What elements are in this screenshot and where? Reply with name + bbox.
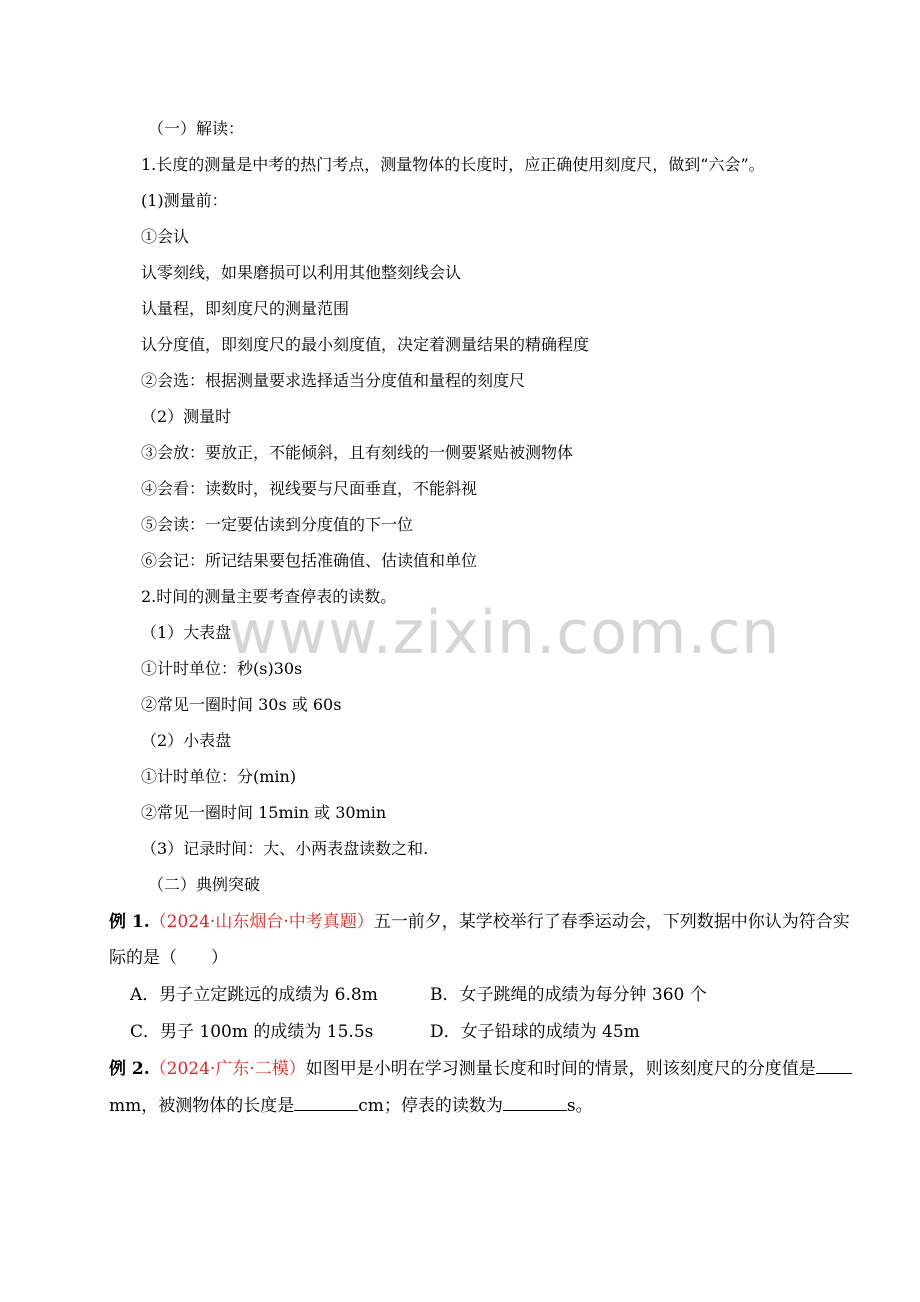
answer-blank-division[interactable] [816, 1057, 852, 1074]
watermark: www.zixin.com.cn [228, 598, 781, 668]
text-line: ②常见一圈时间 15min 或 30min [141, 803, 387, 822]
text-line: （2）测量时 [141, 407, 232, 426]
example-2-label: 例 2. [109, 1059, 150, 1079]
example-2-line-1 [109, 1057, 852, 1080]
answer-blank-stopwatch[interactable] [503, 1094, 567, 1111]
option-d: D．女子铅球的成绩为 45m [430, 1022, 640, 1042]
text-line: （2）小表盘 [141, 731, 232, 750]
example-2-text-b: cm；停表的读数为 [358, 1096, 503, 1116]
text-line: ①计时单位：秒(s)30s [141, 659, 303, 678]
text-line: （1）大表盘 [141, 623, 232, 642]
text-line: ①计时单位：分(min) [141, 767, 297, 786]
text-line: ④会看：读数时，视线要与尺面垂直，不能斜视 [141, 479, 478, 498]
answer-blank-length[interactable] [294, 1094, 358, 1111]
example-1-label: 例 1. [109, 912, 150, 932]
text-line: (1)测量前： [141, 191, 228, 210]
option-b: B．女子跳绳的成绩为每分钟 360 个 [430, 985, 707, 1005]
text-line: 认零刻线，如果磨损可以利用其他整刻线会认 [141, 263, 462, 282]
example-1-source: （2024·山东烟台·中考真题） [149, 912, 374, 932]
text-line: ③会放：要放正，不能倾斜，且有刻线的一侧要紧贴被测物体 [141, 443, 574, 462]
option-c: C．男子 100m 的成绩为 15.5s [130, 1022, 374, 1042]
text-line: ⑥会记：所记结果要包括准确值、估读值和单位 [141, 551, 478, 570]
example-2-text: 如图甲是小明在学习测量长度和时间的情景，则该刻度尺的分度值是 [305, 1059, 816, 1079]
text-line: 1.长度的测量是中考的热门考点，测量物体的长度时，应正确使用刻度尺，做到“六会”。 [141, 155, 765, 174]
text-line: ②常见一圈时间 30s 或 60s [141, 695, 342, 714]
text-line: ①会认 [141, 227, 190, 246]
text-line: ②会选：根据测量要求选择适当分度值和量程的刻度尺 [141, 371, 526, 390]
section-heading-examples: （二）典例突破 [148, 875, 261, 894]
example-1-line-2: 际的是（ ） [109, 948, 228, 968]
example-2-source: （2024·广东·二模） [149, 1059, 306, 1079]
text-line: 认量程，即刻度尺的测量范围 [141, 299, 350, 318]
section-heading-interpretation: （一）解读： [148, 119, 245, 138]
example-2-text-a: mm，被测物体的长度是 [109, 1096, 295, 1116]
text-line: ⑤会读：一定要估读到分度值的下一位 [141, 515, 414, 534]
example-1-text: 五一前夕，某学校举行了春季运动会，下列数据中你认为符合实 [373, 912, 850, 932]
option-a: A．男子立定跳远的成绩为 6.8m [130, 985, 378, 1005]
example-2-line-2 [109, 1094, 593, 1117]
example-1-line-1 [109, 911, 850, 933]
text-line: （3）记录时间：大、小两表盘读数之和. [141, 839, 429, 858]
text-line: 认分度值，即刻度尺的最小刻度值，决定着测量结果的精确程度 [141, 335, 590, 354]
text-line: 2.时间的测量主要考查停表的读数。 [141, 587, 397, 606]
example-2-text-c: s。 [566, 1096, 593, 1116]
